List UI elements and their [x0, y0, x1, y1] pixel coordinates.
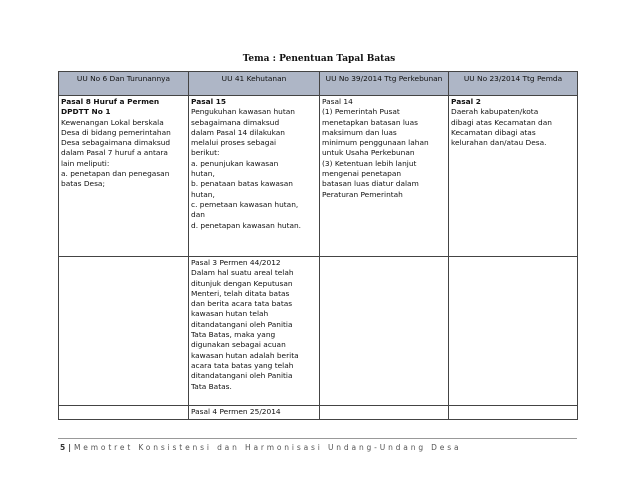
page-footer — [60, 443, 461, 452]
header-uu6: UU No 6 Dan Turunannya — [59, 72, 189, 96]
empty-cell — [449, 257, 578, 406]
cell-text-line: Kecamatan dibagi atas — [451, 127, 536, 137]
cell-text-line: ditandatangani oleh Panitia — [191, 371, 293, 381]
table-row — [59, 406, 578, 420]
cell-text-line: dan — [191, 210, 205, 220]
cell-text-line: kelurahan dan/atau Desa. — [451, 138, 547, 148]
cell-text-line: kawasan hutan adalah berita — [191, 350, 299, 360]
cell-text-line: Pengukuhan kawasan hutan — [191, 107, 295, 117]
cell-text-line: a. penunjukan kawasan — [191, 158, 279, 168]
cell-uu23-pasal2 — [449, 96, 578, 257]
cell-text-line: dibagi atas Kecamatan dan — [451, 117, 552, 127]
header-uu23: UU No 23/2014 Ttg Pemda — [449, 72, 578, 96]
cell-text-line: b. penataan batas kawasan — [191, 179, 293, 189]
cell-text-line: batasan luas diatur dalam — [322, 179, 419, 189]
header-uu39: UU No 39/2014 Ttg Perkebunan — [320, 72, 449, 96]
cell-text-line: Pasal 14 — [322, 97, 353, 106]
comparison-table — [58, 71, 578, 420]
cell-text-line: hutan, — [191, 189, 215, 199]
cell-text-line: c. pemetaan kawasan hutan, — [191, 199, 299, 209]
cell-text-line: Tata Batas, maka yang — [191, 330, 276, 340]
empty-cell — [59, 257, 189, 406]
cell-text-line: Dalam hal suatu areal telah — [191, 268, 294, 278]
cell-text-line: menetapkan batasan luas — [322, 117, 418, 127]
cell-text-line: digunakan sebagai acuan — [191, 340, 286, 350]
cell-text-line: batas Desa; — [61, 179, 105, 189]
footer-separator: | — [68, 443, 71, 452]
cell-text-line: ditunjuk dengan Keputusan — [191, 278, 293, 288]
footer-title: Memotret Konsistensi dan Harmonisasi Undang-Undang Desa — [73, 443, 462, 452]
cell-text-line: Pasal 3 Permen 44/2012 — [191, 258, 281, 267]
header-uu41: UU 41 Kehutanan — [189, 72, 320, 96]
table-row — [59, 257, 578, 406]
cell-text-line: Desa sebagaimana dimaksud — [61, 138, 171, 148]
cell-text-line: d. penetapan kawasan hutan. — [191, 220, 302, 230]
cell-text-line: lain meliputi: — [61, 158, 110, 168]
cell-text-line: Daerah kabupaten/kota — [451, 107, 539, 117]
cell-text-line: acara tata batas yang telah — [191, 360, 294, 370]
cell-text-line: Desa di bidang pemerintahan — [61, 127, 171, 137]
cell-heading: Pasal 8 Huruf a Permen DPDTT No 1 — [61, 97, 160, 117]
empty-cell — [59, 406, 189, 420]
footer-divider — [58, 438, 577, 439]
cell-text-line: hutan, — [191, 169, 215, 179]
cell-text-line: mengenai penetapan — [322, 169, 402, 179]
cell-heading: Pasal 15 — [191, 97, 226, 106]
table-header-row — [59, 72, 578, 96]
cell-uu6-pasal8 — [59, 96, 189, 257]
cell-text-line: untuk Usaha Perkebunan — [322, 148, 415, 158]
cell-text-line: Peraturan Pemerintah — [322, 189, 403, 199]
cell-text-line: maksimum dan luas — [322, 127, 397, 137]
cell-uu41-permen44 — [189, 257, 320, 406]
cell-text-line: Kewenangan Lokal berskala — [61, 117, 164, 127]
cell-uu41-permen25: Pasal 4 Permen 25/2014 — [189, 406, 320, 420]
cell-text-line: dan berita acara tata batas — [191, 299, 293, 309]
page-title: Tema : Penentuan Tapal Batas — [242, 54, 396, 64]
empty-cell — [449, 406, 578, 420]
cell-text-line: melalui proses sebagai — [191, 138, 277, 148]
page-number: 5 — [60, 443, 66, 452]
cell-text-line: a. penetapan dan penegasan — [61, 169, 170, 179]
empty-cell — [320, 257, 449, 406]
cell-text-line: (3) Ketentuan lebih lanjut — [322, 158, 417, 168]
cell-heading: Pasal 2 — [451, 97, 481, 106]
cell-uu39-pasal14 — [320, 96, 449, 257]
cell-text-line: minimum penggunaan lahan — [322, 138, 429, 148]
cell-text-line: sebagaimana dimaksud — [191, 117, 280, 127]
cell-text-line: dalam Pasal 14 dilakukan — [191, 127, 285, 137]
cell-text-line: berikut: — [191, 148, 220, 158]
cell-text-line: Menteri, telah ditata batas — [191, 288, 290, 298]
empty-cell — [320, 406, 449, 420]
cell-text-line: kawasan hutan telah — [191, 309, 269, 319]
cell-text-line: (1) Pemerintah Pusat — [322, 107, 400, 117]
cell-text-line: dalam Pasal 7 huruf a antara — [61, 148, 168, 158]
cell-text-line: ditandatangani oleh Panitia — [191, 319, 293, 329]
table-row — [59, 96, 578, 257]
cell-uu41-pasal15 — [189, 96, 320, 257]
cell-text-line: Tata Batas. — [191, 381, 232, 391]
